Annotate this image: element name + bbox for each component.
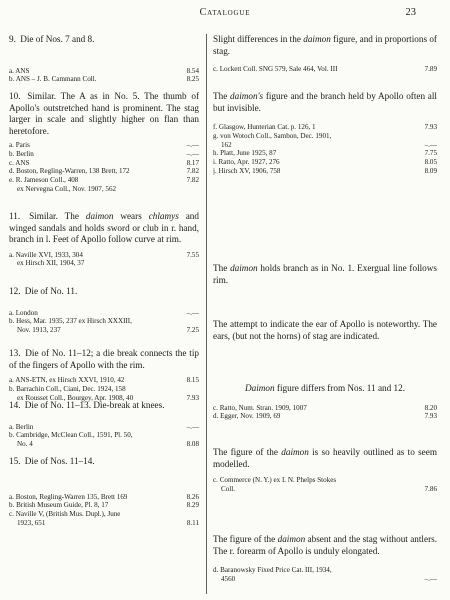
- entry-source: ex Nervegna Coll., Nov. 1907, 562: [17, 184, 117, 193]
- collection-entry: [213, 65, 437, 74]
- entry-weight: –.—: [186, 149, 199, 158]
- collection-entry: [213, 485, 437, 494]
- collection-entry: [213, 123, 437, 132]
- entry-source: b. British Museum Guide, Pl. 8, 17: [9, 501, 109, 510]
- note-text: [213, 319, 437, 342]
- collection-entry: [9, 159, 199, 168]
- entry-number: 11.: [9, 211, 28, 221]
- entry-weight: [433, 132, 437, 141]
- entry-weight: 7.82: [186, 176, 199, 185]
- entry-source: b. ANS – J. B. Cammann Coll.: [9, 75, 97, 84]
- entry-source: a. London: [9, 308, 38, 317]
- entry-weight: 8.09: [424, 166, 437, 175]
- entry-source: h. Platt, June 1925, 87: [213, 149, 277, 158]
- entry-weight: 7.82: [186, 167, 199, 176]
- catalogue-entry-11: [9, 211, 199, 268]
- entry-weight: 8.15: [186, 376, 199, 384]
- entry-description: [9, 348, 199, 371]
- entry-weight: [195, 317, 199, 326]
- entry-number: 9.: [9, 34, 19, 44]
- note-fragment: The figure of the: [213, 447, 282, 457]
- note-fragment: The attempt to indicate the ear of Apollo is noteworthy. The ears, (but not the horns) of stag are indicated.: [213, 319, 437, 341]
- entry-weight: 7.93: [424, 412, 437, 421]
- collection-entry: [213, 412, 437, 421]
- collection-entry: [9, 185, 199, 194]
- entry-source: ex Rousset Coll., Bourgey, Apr. 1908, 40: [17, 393, 134, 402]
- entry-weight: 7.89: [424, 65, 437, 73]
- collection-entry: [9, 493, 199, 502]
- spacer: [9, 468, 199, 493]
- variant-note: [213, 447, 437, 494]
- catalogue-entry-14: [9, 400, 199, 449]
- entry-weight: [195, 385, 199, 394]
- note-fragment: daimon's: [230, 91, 264, 101]
- entry-weight: 8.05: [424, 158, 437, 167]
- entry-weight: 7.93: [186, 393, 199, 402]
- note-fragment: daimon: [230, 263, 258, 273]
- spacer: [9, 46, 199, 67]
- entry-weight: 8.29: [186, 501, 199, 510]
- spacer: [213, 114, 437, 123]
- entry-source: a. Boston, Regling-Warren 135, Brett 169: [9, 492, 128, 501]
- variant-note: [213, 91, 437, 176]
- description-text: Die of Nos. 11–14.: [24, 456, 95, 466]
- description-text: daimon: [85, 211, 114, 221]
- collection-entry: [9, 501, 199, 510]
- entry-description: [9, 211, 199, 246]
- entry-source: a. ANS-ETN, ex Hirsch XXVI, 1910, 42: [9, 376, 125, 384]
- entry-weight: 7.86: [424, 484, 437, 493]
- note-fragment: is so heavily outlined as to seem modelled.: [213, 447, 437, 469]
- note-fragment: Slight differences in the: [213, 34, 304, 44]
- entry-weight: 8.25: [186, 75, 199, 84]
- description-text: Similar. The: [29, 211, 86, 221]
- entry-description: [9, 400, 199, 412]
- column-divider: [206, 34, 207, 594]
- spacer: [9, 412, 199, 423]
- note-fragment: figure, and in proportions of stag.: [213, 34, 437, 56]
- entry-weight: 8.20: [424, 403, 437, 412]
- entry-source: ex Hirsch XII, 1904, 37: [17, 259, 85, 268]
- collection-entry: [9, 251, 199, 260]
- collection-entry: [9, 75, 199, 84]
- note-fragment: The: [213, 91, 230, 101]
- description-text: wears: [113, 211, 149, 221]
- entry-source: c. ANS: [9, 158, 30, 167]
- collection-entry: [9, 385, 199, 394]
- entry-source: 4560: [221, 574, 236, 583]
- entry-weight: –.—: [186, 422, 199, 431]
- entry-source: c. Lockett Coll. SNG 579, Sale 464, Vol. III: [213, 65, 338, 73]
- spacer: [9, 298, 199, 309]
- collection-entry: [213, 404, 437, 413]
- entry-source: b. Cambridge, McClean Coll., 1591, Pl. 50,: [9, 431, 133, 440]
- collection-entry: [9, 519, 199, 528]
- note-fragment: figure and the branch held by Apollo often all but invisible.: [213, 91, 437, 113]
- entry-source: c. Ratto, Num. Stran. 1909, 1007: [213, 403, 307, 412]
- entry-weight: [433, 566, 437, 575]
- entry-weight: 7.25: [186, 326, 199, 335]
- entry-weight: 7.75: [424, 149, 437, 158]
- spacer: [213, 395, 437, 404]
- entry-source: c. Commerce (N. Y.) ex I. N. Phelps Stokes: [213, 476, 337, 484]
- entry-weight: [195, 431, 199, 440]
- entry-source: Coll.: [221, 484, 235, 493]
- page-number: 23: [405, 7, 416, 18]
- collection-entry: [213, 132, 437, 141]
- catalogue-entry-12: [9, 286, 199, 335]
- entry-source: d. Egger, Nov. 1909, 69: [213, 412, 281, 421]
- entry-source: Nov. 1913, 237: [17, 326, 61, 335]
- collection-entry: [9, 141, 199, 150]
- entry-source: a. Paris: [9, 141, 30, 149]
- entry-source: e. R. Jameson Coll., 408: [9, 176, 79, 185]
- collection-entry: [9, 440, 199, 449]
- note-fragment: The figure of the: [213, 534, 278, 544]
- collection-entry: [9, 167, 199, 176]
- collection-entry: [9, 67, 199, 76]
- collection-entry: [9, 431, 199, 440]
- entry-weight: –.—: [424, 574, 437, 583]
- note-text: [213, 263, 437, 286]
- entry-source: b. Barrachin Coll., Ciani, Dec. 1924, 158: [9, 384, 126, 393]
- note-text: [213, 91, 437, 114]
- description-text: Die of Nos. 7 and 8.: [20, 34, 95, 44]
- note-text: [213, 383, 437, 395]
- entry-source: 162: [221, 140, 232, 149]
- note-text: [213, 534, 437, 557]
- entry-source: a. ANS: [9, 66, 30, 75]
- description-text: Die of No. 11.: [24, 286, 78, 296]
- catalogue-entry-15: [9, 456, 199, 528]
- catalogue-entry-10: [9, 91, 199, 194]
- collection-entry: [9, 510, 199, 519]
- entry-number: 15.: [9, 456, 23, 466]
- entry-source: f. Glasgow, Hunterian Cat. p. 126, 1: [213, 123, 316, 131]
- entry-source: j. Hirsch XV, 1906, 758: [213, 166, 281, 175]
- description-text: Similar. The A as in No. 5. The thumb of Apollo's outstretched hand is prominent. The stag larger in scale and slightly higher on flan than heretofore.: [9, 91, 200, 136]
- entry-description: [9, 286, 199, 298]
- variant-note: [213, 34, 437, 74]
- description-text: Die of No. 11–12; a die break connects the tip of the fingers of Apollo with the rim.: [9, 348, 199, 370]
- entry-number: 13.: [9, 348, 24, 358]
- collection-entry: [9, 423, 199, 432]
- collection-entry: [9, 326, 199, 335]
- entry-weight: 8.54: [186, 66, 199, 75]
- entry-source: d. Boston, Regling-Warren, 138 Brett, 172: [9, 167, 130, 176]
- variant-note: [213, 263, 437, 286]
- note-fragment: daimon: [281, 447, 309, 457]
- note-text: [213, 447, 437, 470]
- note-fragment: holds branch as in No. 1. Exergual line follows rim.: [213, 263, 437, 285]
- collection-entry: [9, 150, 199, 159]
- collection-entry: [213, 476, 437, 485]
- collection-entry: [9, 259, 199, 268]
- description-text: Die of No. 11–13. Die-break at knees.: [24, 400, 165, 410]
- catalogue-entry-13: [9, 348, 199, 402]
- collection-entry: [213, 149, 437, 158]
- note-fragment: The: [213, 263, 231, 273]
- collection-entry: [213, 566, 437, 575]
- collection-entry: [213, 575, 437, 584]
- variant-note: [213, 319, 437, 342]
- entry-source: d. Baranowsky Fixed Price Cat. III, 1934,: [213, 566, 332, 574]
- entry-description: [9, 91, 199, 137]
- note-fragment: figure differs from Nos. 11 and 12.: [274, 383, 405, 393]
- collection-entry: [213, 141, 437, 150]
- collection-entry: [9, 176, 199, 185]
- note-fragment: daimon: [303, 34, 331, 44]
- collection-entry: [9, 309, 199, 318]
- entry-source: No. 4: [17, 440, 33, 449]
- entry-weight: 8.17: [186, 158, 199, 167]
- entry-source: a. Naville XVI, 1933, 304: [9, 250, 83, 259]
- entry-weight: [195, 185, 199, 194]
- entry-weight: [195, 510, 199, 519]
- note-fragment: Daimon: [245, 383, 275, 393]
- entry-source: g. von Wotoch Coll., Sambon, Dec. 1901,: [213, 131, 332, 140]
- entry-weight: 8.08: [186, 440, 199, 449]
- entry-weight: 8.26: [186, 492, 199, 501]
- running-title: Catalogue: [199, 7, 251, 18]
- description-text: chlamys: [148, 211, 179, 221]
- entry-number: 14.: [9, 400, 23, 410]
- running-header: [0, 7, 450, 21]
- description-text: and winged sandals and holds sword or club in r. hand, branch in l. Feet of Apollo follow curve at rim.: [9, 211, 199, 244]
- entry-number: 10.: [9, 91, 26, 101]
- entry-weight: 7.93: [424, 123, 437, 131]
- entry-source: c. Naville V, (British Mus. Dupl.), June: [9, 510, 121, 519]
- entry-source: i. Ratto, Apr. 1927, 276: [213, 158, 280, 167]
- entry-weight: –.—: [186, 141, 199, 149]
- collection-entry: [213, 167, 437, 176]
- entry-weight: –.—: [424, 140, 437, 149]
- entry-source: b. Berlin: [9, 149, 34, 158]
- collection-entry: [9, 376, 199, 385]
- entry-description: [9, 34, 199, 46]
- spacer: [213, 57, 437, 65]
- entry-source: b. Hess, Mar. 1935, 237 ex Hirsch XXXIII,: [9, 317, 132, 326]
- collection-entry: [213, 158, 437, 167]
- note-fragment: daimon: [277, 534, 306, 544]
- spacer: [213, 557, 437, 566]
- variant-note: [213, 383, 437, 421]
- entry-weight: [195, 259, 199, 268]
- note-text: [213, 34, 437, 57]
- entry-weight: 7.55: [186, 250, 199, 259]
- variant-note: [213, 534, 437, 584]
- collection-entry: [9, 317, 199, 326]
- entry-weight: –.—: [186, 308, 199, 317]
- entry-weight: 8.11: [186, 518, 199, 527]
- entry-source: a. Berlin: [9, 422, 34, 431]
- entry-description: [9, 456, 199, 468]
- entry-source: 1923, 651: [17, 518, 46, 527]
- catalogue-entry-9: [9, 34, 199, 84]
- entry-number: 12.: [9, 286, 23, 296]
- entry-weight: [433, 476, 437, 485]
- note-fragment: absent and the stag without antlers. The r. forearm of Apollo is unduly elongated.: [213, 534, 437, 556]
